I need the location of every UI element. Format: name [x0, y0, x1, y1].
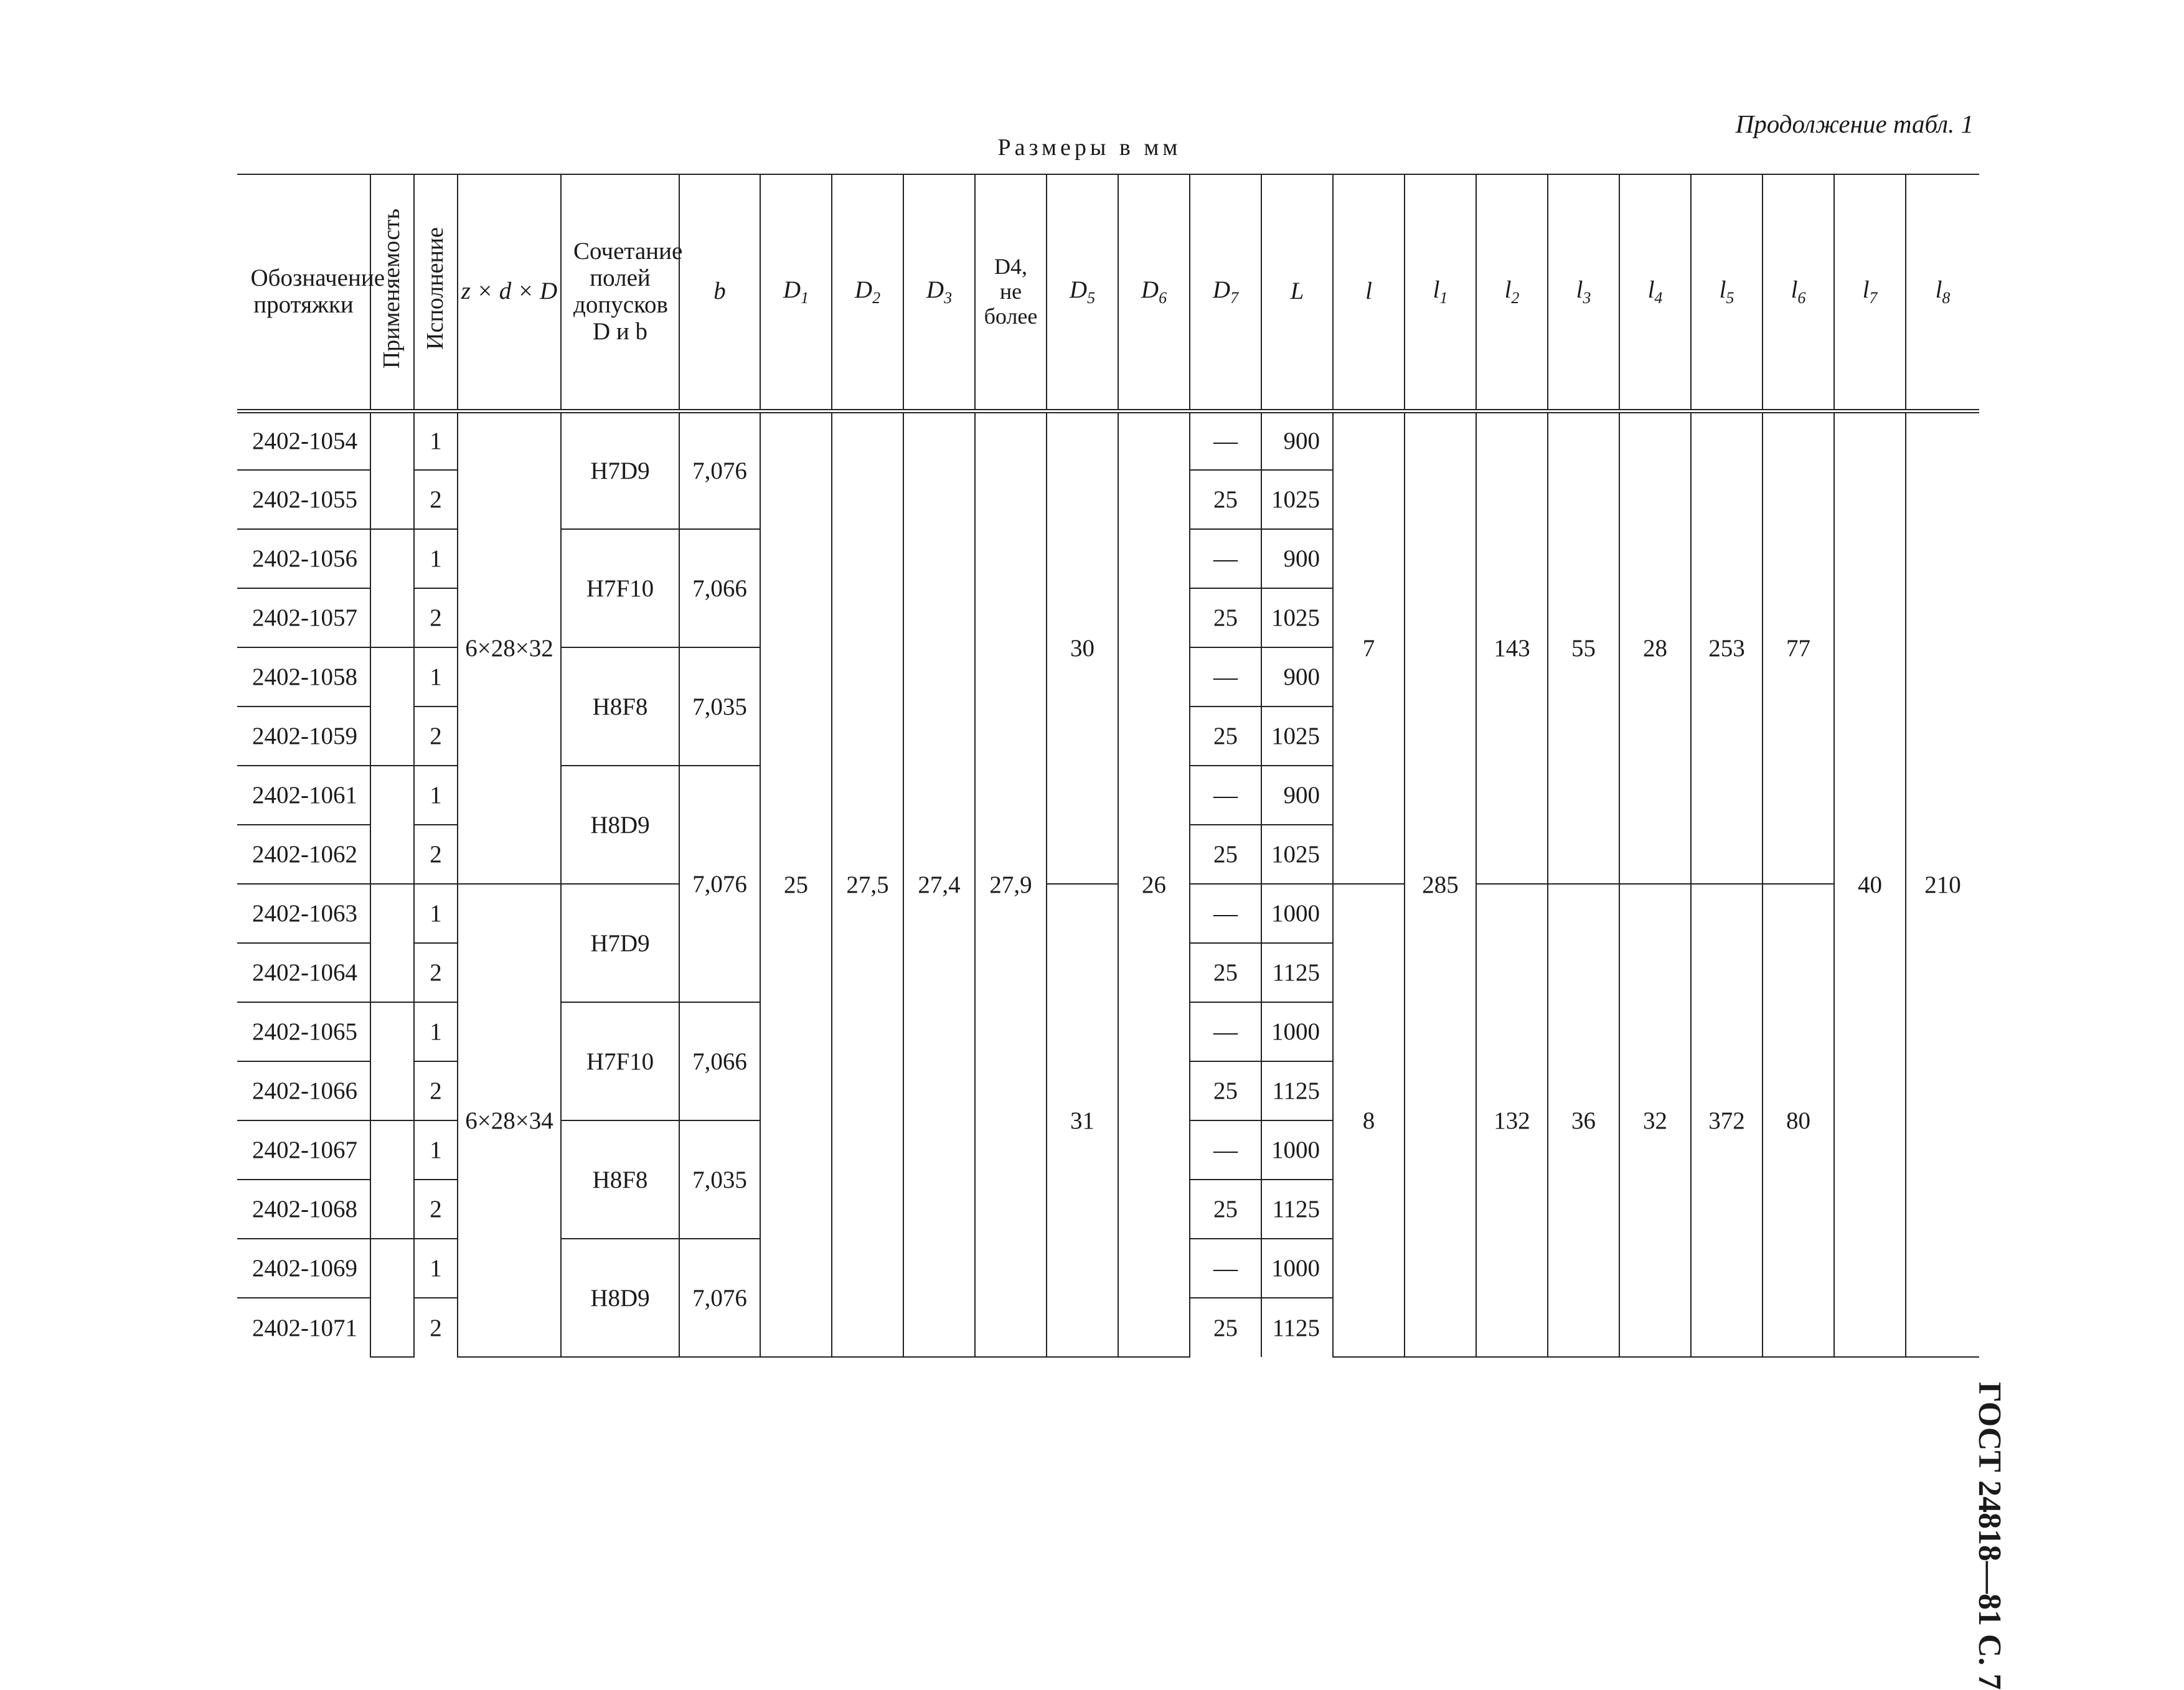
cell-b: 7,066 — [679, 529, 760, 647]
header-designation: Обозначение протяжки — [237, 174, 370, 411]
cell-l8: 210 — [1906, 411, 1979, 1357]
cell-version: 2 — [414, 1298, 458, 1357]
cell-applicability — [370, 1239, 414, 1357]
header-l3: $l_3$ — [1548, 174, 1619, 411]
cell-D7: — — [1190, 411, 1261, 470]
cell-D7: 25 — [1190, 1061, 1261, 1120]
cell-D7: — — [1190, 529, 1261, 588]
cell-D4: 27,9 — [975, 411, 1047, 1357]
cell-code: 2402-1069 — [237, 1239, 370, 1298]
cell-D7: 25 — [1190, 1298, 1261, 1357]
units-label: Размеры в мм — [997, 134, 1182, 161]
cell-D7: — — [1190, 647, 1261, 707]
header-l8: $l_8$ — [1906, 174, 1979, 411]
cell-b: 7,076 — [679, 411, 760, 529]
cell-b: 7,035 — [679, 1120, 760, 1239]
table-row — [237, 884, 1979, 943]
cell-code: 2402-1054 — [237, 411, 370, 470]
cell-D7: 25 — [1190, 943, 1261, 1002]
cell-code: 2402-1067 — [237, 1120, 370, 1180]
header-applicability: Применяемость — [370, 174, 414, 411]
cell-tolerance: H8F8 — [561, 647, 679, 766]
cell-L: 1125 — [1261, 1298, 1333, 1357]
cell-version: 1 — [414, 1120, 458, 1180]
header-l7: $l_7$ — [1834, 174, 1906, 411]
standard-page-label: ГОСТ 24818—81 С. 7 — [1972, 1382, 2007, 1690]
cell-tolerance: H8F8 — [561, 1120, 679, 1239]
cell-l3: 36 — [1548, 884, 1619, 1357]
cell-L: 900 — [1261, 529, 1333, 588]
cell-L: 900 — [1261, 766, 1333, 825]
cell-code: 2402-1071 — [237, 1298, 370, 1357]
cell-code: 2402-1065 — [237, 1002, 370, 1061]
header-D5: $D_5$ — [1047, 174, 1118, 411]
cell-code: 2402-1064 — [237, 943, 370, 1002]
cell-b: 7,066 — [679, 1002, 760, 1120]
cell-tolerance: H8D9 — [561, 766, 679, 884]
cell-L: 900 — [1261, 647, 1333, 707]
cell-b: 7,076 — [679, 1239, 760, 1357]
cell-applicability — [370, 647, 414, 766]
cell-D7: 25 — [1190, 470, 1261, 529]
cell-code: 2402-1055 — [237, 470, 370, 529]
cell-l3: 55 — [1548, 411, 1619, 884]
cell-l4: 28 — [1619, 411, 1691, 884]
cell-b: 7,076 — [679, 766, 760, 1002]
header-D3: $D_3$ — [903, 174, 975, 411]
cell-version: 1 — [414, 1002, 458, 1061]
cell-L: 1025 — [1261, 707, 1333, 766]
cell-L: 1025 — [1261, 588, 1333, 647]
cell-applicability — [370, 884, 414, 1002]
cell-applicability — [370, 411, 414, 529]
cell-D6: 26 — [1118, 411, 1190, 1357]
cell-L: 900 — [1261, 411, 1333, 470]
cell-D7: — — [1190, 884, 1261, 943]
cell-D1: 25 — [760, 411, 832, 1357]
cell-tolerance: H7D9 — [561, 411, 679, 529]
cell-L: 1025 — [1261, 470, 1333, 529]
cell-code: 2402-1068 — [237, 1180, 370, 1239]
cell-version: 1 — [414, 1239, 458, 1298]
header-L: L — [1261, 174, 1333, 411]
cell-code: 2402-1056 — [237, 529, 370, 588]
cell-code: 2402-1062 — [237, 825, 370, 884]
cell-applicability — [370, 1120, 414, 1239]
header-D4: D4, не более — [975, 174, 1047, 411]
cell-l2: 143 — [1476, 411, 1548, 884]
cell-applicability — [370, 529, 414, 647]
cell-tolerance: H7F10 — [561, 529, 679, 647]
cell-D7: 25 — [1190, 707, 1261, 766]
header-b: b — [679, 174, 760, 411]
cell-applicability — [370, 1002, 414, 1120]
cell-applicability — [370, 766, 414, 884]
header-D6: $D_6$ — [1118, 174, 1190, 411]
cell-D7: 25 — [1190, 825, 1261, 884]
cell-L: 1125 — [1261, 1061, 1333, 1120]
cell-zdD: 6×28×32 — [458, 411, 561, 884]
cell-version: 2 — [414, 707, 458, 766]
cell-version: 2 — [414, 825, 458, 884]
cell-version: 2 — [414, 1180, 458, 1239]
cell-L: 1125 — [1261, 943, 1333, 1002]
cell-l6: 80 — [1763, 884, 1834, 1357]
table-row — [237, 411, 1979, 470]
cell-version: 2 — [414, 470, 458, 529]
cell-D7: — — [1190, 1239, 1261, 1298]
cell-D7: 25 — [1190, 588, 1261, 647]
cell-l6: 77 — [1763, 411, 1834, 884]
cell-L: 1000 — [1261, 1002, 1333, 1061]
header-tolerance: Сочетание полей допусков D и b — [561, 174, 679, 411]
cell-code: 2402-1063 — [237, 884, 370, 943]
cell-tolerance: H8D9 — [561, 1239, 679, 1357]
cell-D3: 27,4 — [903, 411, 975, 1357]
cell-l5: 372 — [1691, 884, 1763, 1357]
cell-L: 1125 — [1261, 1180, 1333, 1239]
cell-version: 1 — [414, 766, 458, 825]
header-l5: $l_5$ — [1691, 174, 1763, 411]
cell-version: 2 — [414, 588, 458, 647]
header-D1: $D_1$ — [760, 174, 832, 411]
cell-code: 2402-1059 — [237, 707, 370, 766]
cell-D5: 30 — [1047, 411, 1118, 884]
cell-version: 2 — [414, 943, 458, 1002]
header-l1: $l_1$ — [1405, 174, 1476, 411]
cell-L: 1000 — [1261, 1239, 1333, 1298]
cell-b: 7,035 — [679, 647, 760, 766]
header-D2: $D_2$ — [832, 174, 903, 411]
cell-D7: — — [1190, 1002, 1261, 1061]
cell-l: 7 — [1333, 411, 1405, 884]
cell-D2: 27,5 — [832, 411, 903, 1357]
header-l: l — [1333, 174, 1405, 411]
table-caption: Продолжение табл. 1 — [1735, 110, 1974, 138]
header-l2: $l_2$ — [1476, 174, 1548, 411]
cell-tolerance: H7D9 — [561, 884, 679, 1002]
header-version: Исполнение — [414, 174, 458, 411]
cell-l2: 132 — [1476, 884, 1548, 1357]
cell-l7: 40 — [1834, 411, 1906, 1357]
cell-l1: 285 — [1405, 411, 1476, 1357]
cell-L: 1000 — [1261, 1120, 1333, 1180]
cell-code: 2402-1066 — [237, 1061, 370, 1120]
header-l4: $l_4$ — [1619, 174, 1691, 411]
cell-version: 1 — [414, 884, 458, 943]
cell-tolerance: H7F10 — [561, 1002, 679, 1120]
cell-D7: 25 — [1190, 1180, 1261, 1239]
broach-dimensions-table — [237, 174, 1979, 1358]
cell-code: 2402-1061 — [237, 766, 370, 825]
cell-code: 2402-1058 — [237, 647, 370, 707]
cell-l: 8 — [1333, 884, 1405, 1357]
cell-version: 1 — [414, 529, 458, 588]
cell-L: 1025 — [1261, 825, 1333, 884]
cell-zdD: 6×28×34 — [458, 884, 561, 1357]
cell-version: 2 — [414, 1061, 458, 1120]
header-D7: $D_7$ — [1190, 174, 1261, 411]
cell-code: 2402-1057 — [237, 588, 370, 647]
header-zdD: z × d × D — [458, 174, 561, 411]
cell-version: 1 — [414, 411, 458, 470]
cell-version: 1 — [414, 647, 458, 707]
cell-L: 1000 — [1261, 884, 1333, 943]
cell-D5: 31 — [1047, 884, 1118, 1357]
cell-D7: — — [1190, 766, 1261, 825]
cell-l5: 253 — [1691, 411, 1763, 884]
header-l6: $l_6$ — [1763, 174, 1834, 411]
cell-D7: — — [1190, 1120, 1261, 1180]
header-row — [237, 174, 1979, 411]
cell-l4: 32 — [1619, 884, 1691, 1357]
